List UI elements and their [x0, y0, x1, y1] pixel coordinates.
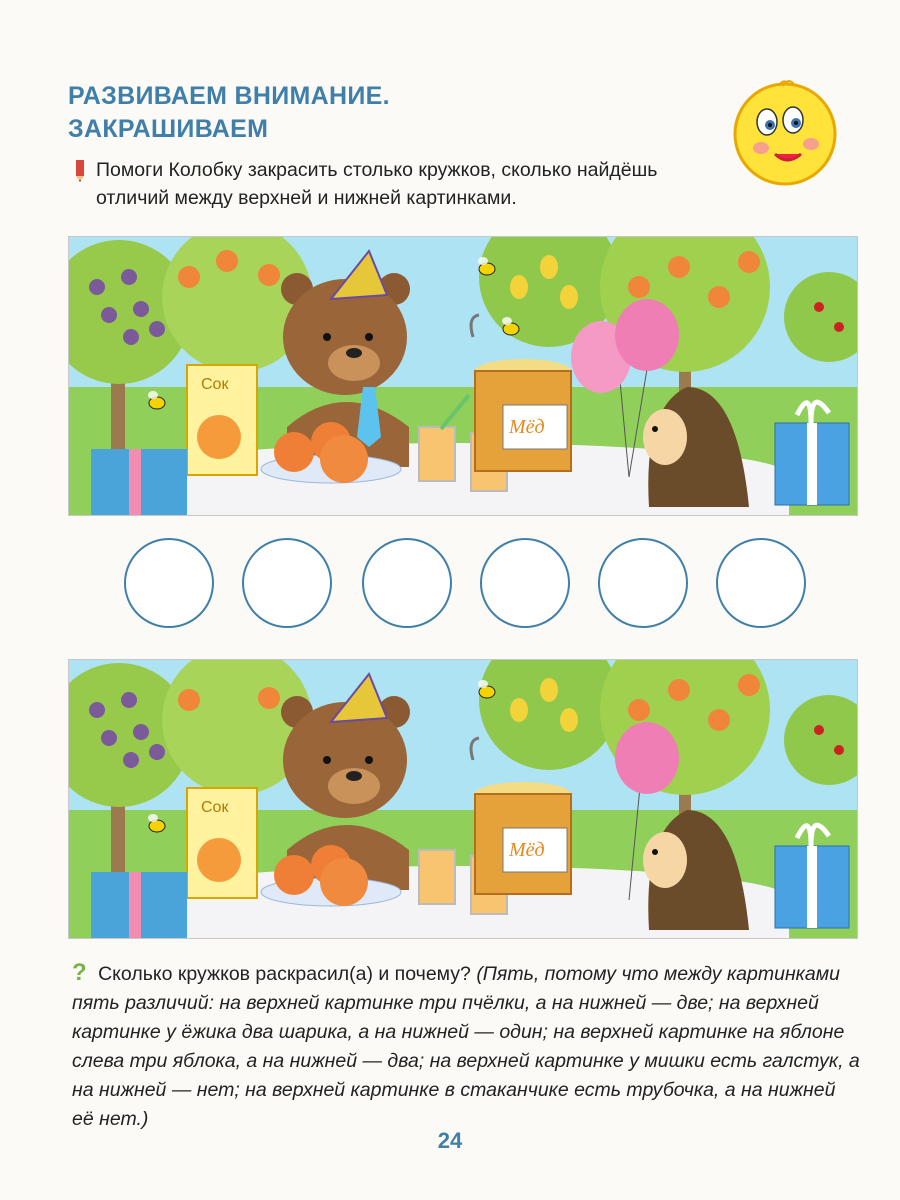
kolobok-icon — [727, 74, 845, 197]
svg-text:Мёд: Мёд — [509, 839, 545, 861]
glass — [419, 850, 455, 904]
heading-line-1: РАЗВИВАЕМ ВНИМАНИЕ. — [68, 82, 390, 110]
task-text: Помоги Колобку закрасить столько кружков, сколько найдёшь отличий между верхней и нижней картинками. — [96, 159, 658, 209]
question-answer: (Пять, потому что между картинками пять различий: на верхней картинке три пчёлки, а на нижней — две; на верхней картинке у ёжика два шарика, а на нижней — один; на верхней картинке на яблоне слева три яблока, а на нижней — два; на верхней картинке у мишки есть галстук, а на нижней — нет; на верхней картинке в стаканчике есть трубочка, а на нижней её нет.) — [72, 963, 860, 1130]
balloon-icon — [615, 722, 679, 794]
svg-text:Сок: Сок — [201, 799, 229, 816]
answer-circle-4[interactable] — [480, 538, 570, 628]
svg-text:Мёд: Мёд — [509, 416, 545, 438]
question-block — [72, 958, 862, 1134]
answer-circle-1[interactable] — [124, 538, 214, 628]
answer-circles — [124, 538, 814, 638]
question-mark-icon: ? — [72, 959, 87, 986]
bottom-picture — [68, 659, 858, 939]
task-instruction — [72, 156, 712, 212]
juice-box — [187, 788, 257, 898]
juice-box — [187, 365, 257, 475]
page-heading — [68, 80, 390, 146]
balloon-icon — [615, 299, 679, 371]
svg-text:Сок: Сок — [201, 376, 229, 393]
answer-circle-6[interactable] — [716, 538, 806, 628]
question-prompt: Сколько кружков раскрасил(а) и почему? — [98, 963, 471, 985]
answer-circle-2[interactable] — [242, 538, 332, 628]
pencil-icon — [72, 158, 88, 190]
answer-circle-3[interactable] — [362, 538, 452, 628]
heading-line-2: ЗАКРАШИВАЕМ — [68, 115, 269, 143]
top-picture — [68, 236, 858, 516]
answer-circle-5[interactable] — [598, 538, 688, 628]
page-number: 24 — [437, 1128, 463, 1153]
